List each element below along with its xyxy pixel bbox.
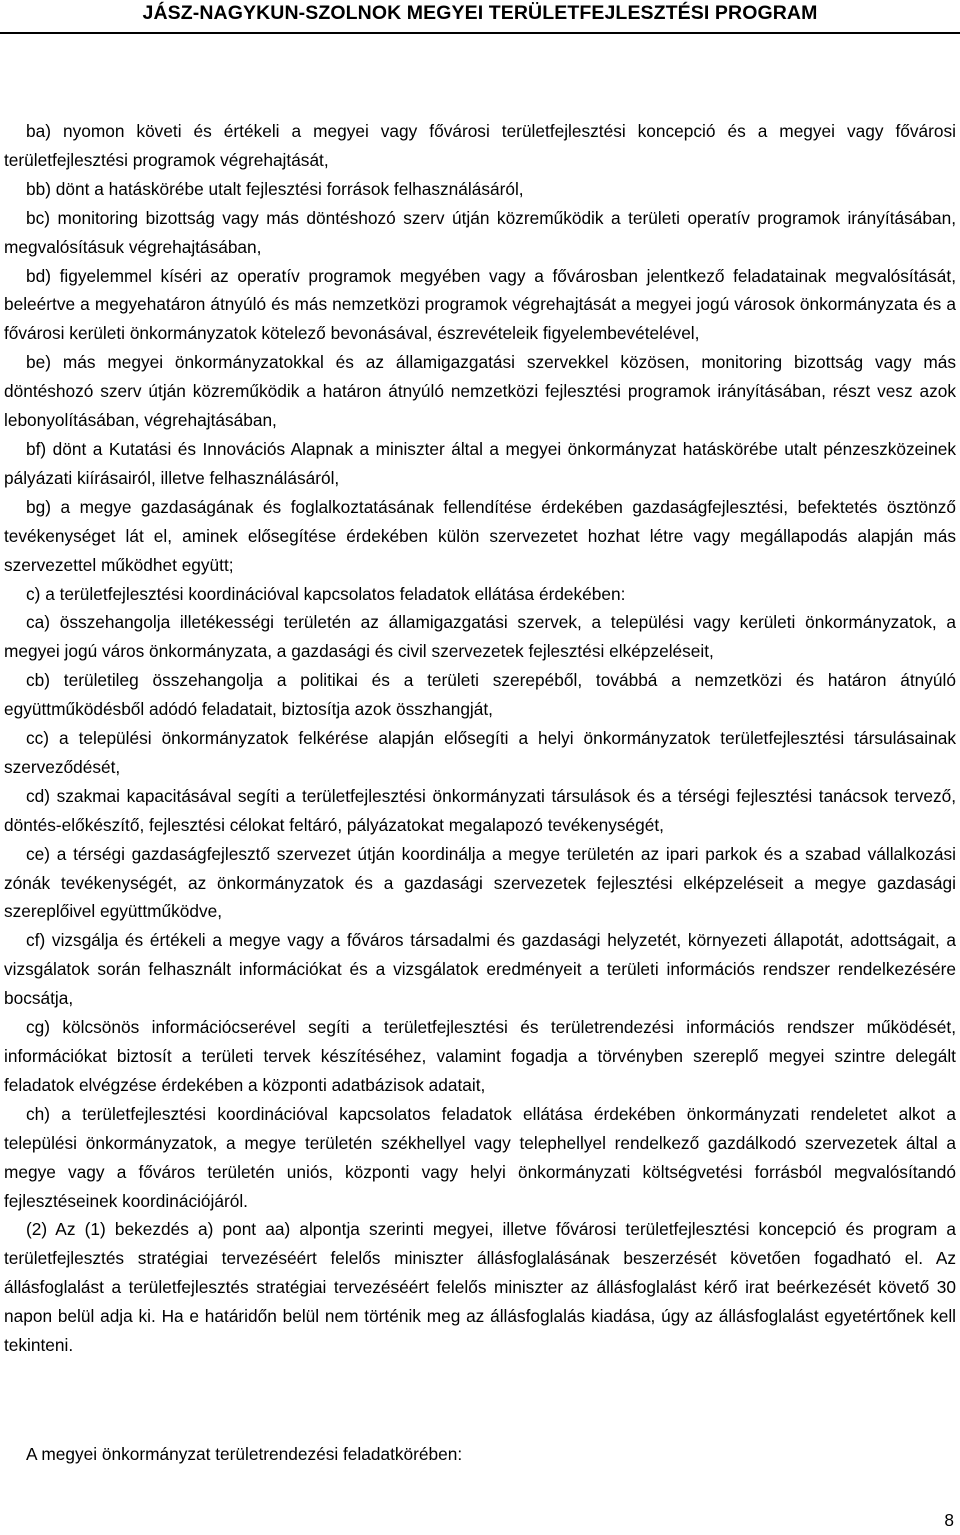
paragraph-bd: bd) figyelemmel kíséri az operatív programok megyében vagy a fővárosban jelentkező feladatainak megvalósítását, beleértve a megyehatáron átnyúló és más nemzetközi programok végrehajtását a megyei jogú városok önkormányzata és a fővárosi kerületi önkormányzatok kötelező bevonásával, észrevételeik figyelembevételével, bbox=[4, 265, 956, 344]
paragraph-cf: cf) vizsgálja és értékeli a megye vagy a főváros társadalmi és gazdasági helyzetét, környezeti állapotát, adottságait, a vizsgálatok során felhasznált információkat és a vizsgálatok eredményeit a területi információs rendszer rendelkezésére bocsátja, bbox=[4, 930, 956, 1009]
paragraph-ce: ce) a térségi gazdaságfejlesztő szervezet útján koordinálja a megye területén az ipari parkok és a szabad vállalkozási zónák tevékenységét, az önkormányzatok és a gazdasági szervezetek fejlesztési elképzeléseit a megye gazdasági szereplőivel együttműködve, bbox=[4, 843, 956, 922]
document-body bbox=[4, 117, 956, 1360]
paragraph-cc: cc) a települési önkormányzatok felkérése alapján elősegíti a helyi önkormányzatok területfejlesztési társulásainak szerveződését, bbox=[4, 728, 956, 777]
paragraph-cg: cg) kölcsönös információcserével segíti a területfejlesztési és területrendezési információs rendszer működését, információkat biztosít a területi tervek készítéséhez, valamint fogadja a törvényben szereplő megyei szintre delegált feladatok elvégzése érdekében a központi adatbázisok adatait, bbox=[4, 1017, 956, 1095]
paragraph-c: c) a területfejlesztési koordinációval kapcsolatos feladatok ellátása érdekében: bbox=[26, 583, 626, 604]
section-intro: A megyei önkormányzat területrendezési feladatkörében: bbox=[26, 1444, 463, 1464]
paragraph-ca: ca) összehangolja illetékességi területén az államigazgatási szervek, a települési vagy kerületi önkormányzatok, a megyei jogú város önkormányzata, a gazdasági és civil szervezetek fejlesztési elképzeléseit, bbox=[4, 612, 956, 662]
paragraph-bb: bb) dönt a hatáskörébe utalt fejlesztési források felhasználásáról, bbox=[26, 178, 524, 199]
page-header bbox=[0, 0, 960, 30]
paragraph-ch: ch) a területfejlesztési koordinációval kapcsolatos feladatok ellátása érdekében önkormányzati rendeletet alkot a települési önkormányzatok, a megye területén székhellyel vagy telephellyel rendelkező gazdálkodó szervezetek által a megye vagy a főváros területén uniós, központi vagy helyi önkormányzati költségvetési forrásból megvalósítandó fejlesztéseinek koordinációjáról. bbox=[4, 1103, 956, 1211]
paragraph-bc: bc) monitoring bizottság vagy más döntéshozó szerv útján közreműködik a területi operatív programok irányításában, megvalósításuk végrehajtásában, bbox=[4, 207, 956, 257]
page-number: 8 bbox=[944, 1510, 954, 1530]
paragraph-bg: bg) a megye gazdaságának és foglalkoztatásának fellendítése érdekében gazdaságfejlesztési, befektetés ösztönző tevékenységet lát el, aminek elősegítése érdekében külön szervezetet hozhat létre vagy megállapodás alapján más szervezettel működhet együtt; bbox=[4, 496, 956, 575]
document-title: JÁSZ-NAGYKUN-SZOLNOK MEGYEI TERÜLETFEJLESZTÉSI PROGRAM bbox=[142, 2, 818, 24]
paragraph-ba: ba) nyomon követi és értékeli a megyei vagy fővárosi területfejlesztési koncepció és a megyei vagy fővárosi területfejlesztési programok végrehajtását, bbox=[4, 121, 956, 170]
paragraph-bf: bf) dönt a Kutatási és Innovációs Alapnak a miniszter által a megyei önkormányzat hatáskörébe utalt pénzeszközeinek pályázati kiírásairól, illetve felhasználásáról, bbox=[4, 438, 956, 488]
paragraph-be: be) más megyei önkormányzatokkal és az államigazgatási szervekkel közösen, monitoring bizottság vagy más döntéshozó szerv útján közreműködik a határon átnyúló nemzetközi fejlesztési programok irányításában, részt vesz azok lebonyolításában, végrehajtásában, bbox=[4, 352, 956, 431]
paragraph-cd: cd) szakmai kapacitásával segíti a területfejlesztési önkormányzati társulások és a térségi fejlesztési tanácsok tervező, döntés-előkészítő, fejlesztési célokat feltáró, pályázatokat megalapozó tevékenységét, bbox=[4, 785, 956, 835]
paragraph-cb: cb) területileg összehangolja a politikai és a területi szerepéből, továbbá a nemzetközi és határon átnyúló együttműködésből adódó feladatait, biztosítja azok összhangját, bbox=[4, 670, 956, 720]
header-divider bbox=[0, 32, 960, 34]
paragraph-2: (2) Az (1) bekezdés a) pont aa) alpontja szerinti megyei, illetve fővárosi területfejlesztési koncepció és program a területfejlesztés stratégiai tervezéséért felelős miniszter állásfoglalásának beszerzését követően fogadható el. Az állásfoglalást a területfejlesztés stratégiai tervezéséért felelős miniszter az állásfoglalást kérő irat beérkezését követő 30 napon belül adja ki. Ha e határidőn belül nem történik meg az állásfoglalás kiadása, úgy az állásfoglalást egyetértőnek kell tekinteni. bbox=[4, 1219, 956, 1356]
